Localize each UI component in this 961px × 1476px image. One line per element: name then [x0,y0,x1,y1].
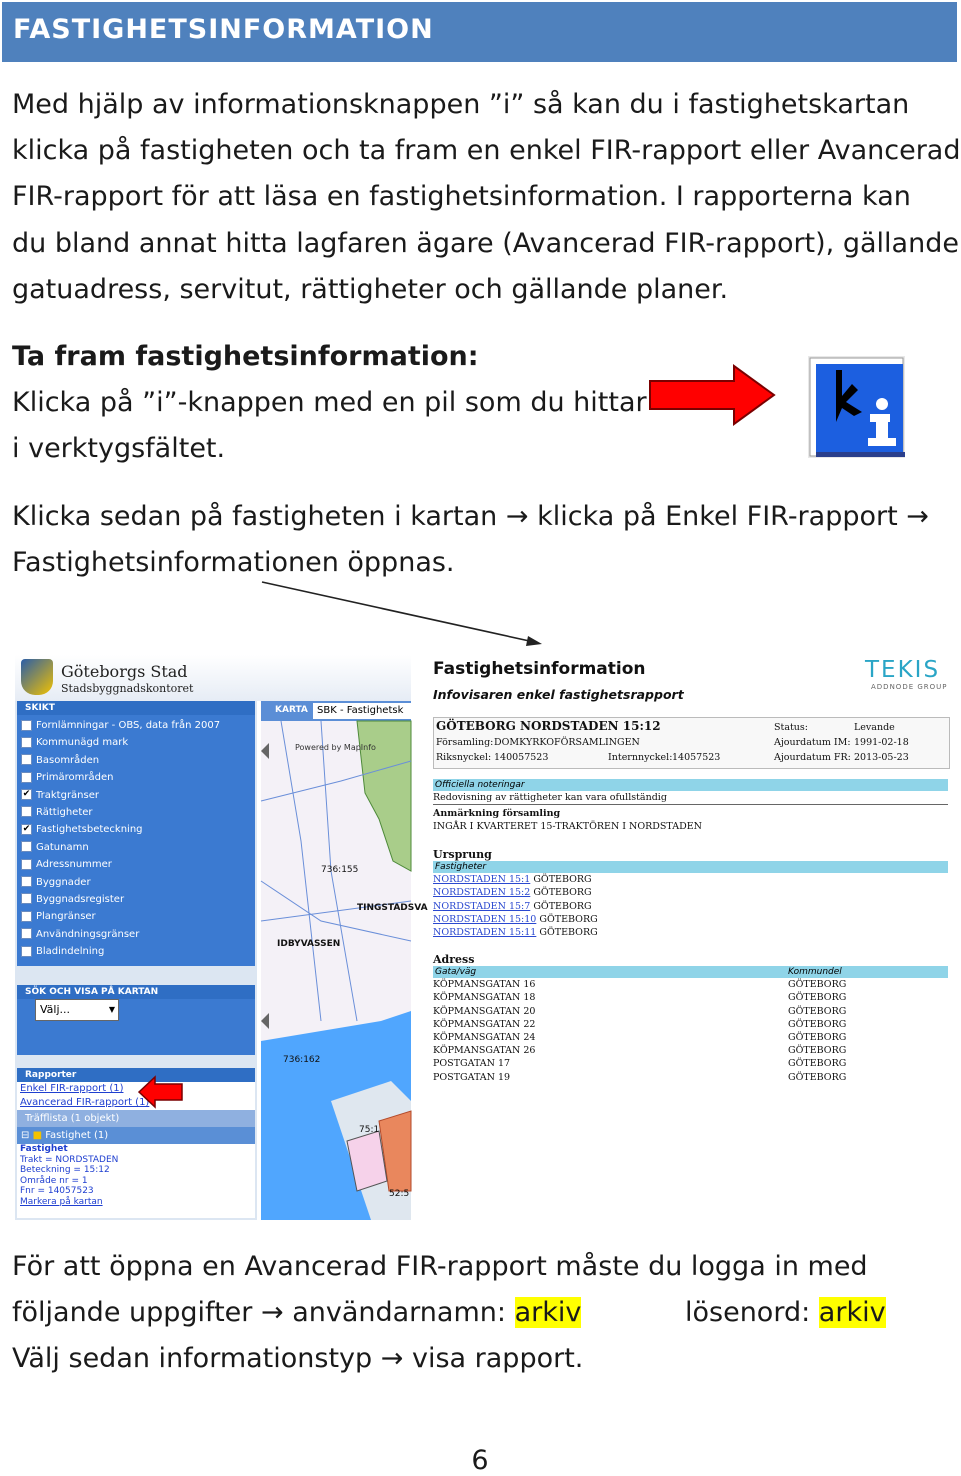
org-name: Göteborgs Stad [61,662,188,681]
checkbox[interactable] [21,946,32,957]
layer-item[interactable]: Fornlämningar - OBS, data från 2007 [17,717,255,734]
map-label: 52:5 [389,1189,410,1199]
ajour-im-value: 1991-02-18 [854,737,909,748]
origin-link[interactable]: NORDSTADEN 15:10 [433,913,537,925]
origin-link[interactable]: NORDSTADEN 15:2 [433,887,531,899]
ajour-im-label: Ajourdatum IM: [774,737,851,748]
map-label: IDBYVASSEN [277,939,341,949]
login-paragraph [12,1244,886,1383]
address-row: KÖPMANSGATAN 20 GÖTEBORG [433,1005,847,1017]
notes-section [433,779,948,834]
login-line: För att öppna en Avancerad FIR-rapport måste du logga in med [12,1251,868,1282]
layer-item[interactable]: Basområden [17,752,255,769]
layer-item[interactable]: Adressnummer [17,856,255,873]
folder-icon: ■ [32,1130,43,1141]
intro-line: FIR-rapport för att läsa en fastighetsinformation. I rapporterna kan [12,181,911,213]
arrow-right-icon: → [380,1343,404,1375]
riksnyckel-label: Riksnyckel: [436,752,492,763]
address-head: Gata/väg Kommundel [433,966,948,978]
checkbox[interactable] [21,859,32,870]
reports-title: Rapporter [17,1068,255,1082]
layer-item[interactable]: Rättigheter [17,804,255,821]
fastighet-node[interactable]: ⊟ ■ Fastighet (1) [17,1127,255,1144]
map-label: TINGSTADSVA [357,903,428,913]
address-row: POSTGATAN 17 GÖTEBORG [433,1058,847,1070]
notes-text: Redovisning av rättigheter kan vara ofullständig [433,791,948,805]
instructions-line: i verktygsfältet. [12,433,226,465]
checkbox[interactable] [21,911,32,922]
address-row: KÖPMANSGATAN 22 GÖTEBORG [433,1018,847,1030]
red-arrow-icon [648,364,778,426]
layer-item[interactable]: Byggnadsregister [17,891,255,908]
address-row: KÖPMANSGATAN 26 GÖTEBORG [433,1045,847,1057]
username-label: användarnamn: [292,1297,506,1329]
fir-report [431,655,951,1220]
map-label: 736:162 [283,1055,321,1065]
tekis-logo: TEKIS [865,657,941,683]
simple-fir-report-link[interactable]: Enkel FIR-rapport (1) [20,1083,124,1094]
map-label: 736:155 [321,865,359,875]
checkbox[interactable] [21,841,32,852]
origin-section: Ursprung Fastigheter NORDSTADEN 15:1 GÖTEBORG NORDSTADEN 15:2 GÖTEBORG NORDSTADEN 15:7 GÖTEBORG NORDSTADEN 15:10 GÖTEBORG NORDSTADEN 15:11 GÖTEBORG [433,848,948,939]
checkbox[interactable] [21,928,32,939]
origin-title: Ursprung [433,848,492,861]
anm-text: INGÅR I KVARTERET 15-TRAKTÖREN I NORDSTADEN [433,821,702,833]
layers-title: SKIKT [17,701,255,715]
layer-item[interactable]: Kommunägd mark [17,734,255,751]
login-prefix: följande uppgifter [12,1297,253,1329]
layer-item[interactable]: Primärområden [17,769,255,786]
checkbox[interactable] [21,806,32,817]
intro-line: klicka på fastigheten och ta fram en enkel FIR-rapport eller Avancerad [12,135,961,167]
arrow-right-icon: → [505,501,529,532]
checkbox[interactable] [21,737,32,748]
step-text: klicka på Enkel FIR-rapport [537,501,898,532]
username-value: arkiv [514,1297,582,1329]
hit-list-title: Träfflista (1 objekt) [17,1110,255,1127]
map-tabbar [261,701,411,721]
address-title: Adress [433,953,475,966]
logo-bar [15,655,411,701]
step-text: Fastighetsinformationen öppnas. [12,547,455,579]
ajour-fr-label: Ajourdatum FR: [774,752,851,763]
password-value: arkiv [818,1297,886,1329]
riksnyckel-value: 140057523 [494,752,549,763]
internnyckel-label: Internnyckel: [608,752,673,763]
map-label: 75:1 [359,1125,380,1135]
instructions-heading: Ta fram fastighetsinformation: [12,341,479,372]
anm-title: Anmärkning församling [433,808,561,820]
property-box [433,717,950,769]
checkbox[interactable]: ✔ [22,823,31,834]
step-paragraph [12,494,929,586]
detail-line: Fnr = 14057523 [20,1186,94,1196]
login-line: Välj sedan informationstyp [12,1343,373,1375]
password-label: lösenord: [685,1297,811,1329]
mark-on-map-link[interactable]: Markera på kartan [20,1196,103,1207]
address-row: KÖPMANSGATAN 16 GÖTEBORG [433,979,847,991]
fir-title: Fastighetsinformation [433,659,646,679]
layer-item[interactable]: ✔ Traktgränser [22,789,99,801]
instructions [12,334,647,473]
checkbox[interactable] [21,772,32,783]
forsamling-value: DOMKYRKOFÖRSAMLINGEN [494,737,640,748]
map-view[interactable] [261,721,428,1220]
status-label: Status: [774,722,809,733]
intro-line: gatuadress, servitut, rättigheter och gällande planer. [12,273,729,305]
forsamling-label: Församling: [436,737,494,748]
instructions-line: Klicka på ”i”-knappen med en pil som du hittar [12,387,647,419]
map-name-tab[interactable]: SBK - Fastighetsk [313,703,415,719]
checkbox[interactable] [21,754,32,765]
layer-item[interactable]: Plangränser [17,908,255,925]
notes-bar: Officiella noteringar [433,779,948,791]
internnyckel-value: 14057523 [672,752,721,763]
layers-panel [17,701,255,966]
detail-line: Område nr = 1 [20,1175,88,1186]
origin-head: Fastigheter [433,861,948,873]
checkbox[interactable]: ✔ [22,789,31,800]
login-line: visa rapport. [411,1343,584,1375]
address-row: KÖPMANSGATAN 18 GÖTEBORG [433,992,847,1004]
advanced-fir-report-link[interactable]: Avancerad FIR-rapport (1) [20,1097,150,1108]
detail-line: Fastighet [20,1144,68,1154]
search-select[interactable]: Välj... ▼ [35,999,119,1021]
detail-line: Beteckning = 15:12 [20,1165,110,1175]
step-text: Klicka sedan på fastigheten i kartan [12,501,498,532]
layer-item[interactable]: Bladindelning [17,943,255,960]
tekis-logo-sub: ADDNODE GROUP [871,683,948,691]
small-red-arrow-icon [137,1075,185,1109]
layer-item[interactable]: ✔ Fastighetsbeteckning [22,823,143,836]
ajour-fr-value: 2013-05-23 [854,752,909,763]
section-header [2,2,957,62]
page-number: 6 [471,1445,489,1476]
powered-by-text: Powered by MapInfo [295,743,376,752]
status-value: Levande [854,722,895,733]
section-header-title: FASTIGHETSINFORMATION [13,14,434,45]
checkbox[interactable] [21,876,32,887]
origin-link[interactable]: NORDSTADEN 15:11 [433,926,537,938]
layer-item[interactable]: Användningsgränser [17,926,255,943]
reports-panel [17,1068,255,1218]
origin-link[interactable]: NORDSTADEN 15:1 [433,874,531,886]
checkbox[interactable] [21,720,32,731]
search-title: SÖK OCH VISA PÅ KARTAN [17,985,255,999]
checkbox[interactable] [21,893,32,904]
layer-item[interactable]: Gatunamn [17,839,255,856]
layer-item[interactable]: Byggnader [17,874,255,891]
intro-line: Med hjälp av informationsknappen ”i” så kan du i fastighetskartan [12,89,910,120]
property-name: GÖTEBORG NORDSTADEN 15:12 [436,719,661,733]
arrow-right-icon: → [260,1297,284,1329]
fir-subtitle: Infovisaren enkel fastighetsrapport [433,687,684,702]
fir-screenshot [15,655,951,1220]
city-crest-icon [21,659,53,695]
dept-name: Stadsbyggnadskontoret [61,682,194,695]
detail-line: Trakt = NORDSTADEN [20,1154,119,1165]
map-tab-label: KARTA [275,705,308,715]
intro-line: du bland annat hitta lagfaren ägare (Avancerad FIR-rapport), gällande [12,227,959,259]
arrow-right-icon: → [906,501,929,532]
info-tool-button-icon [808,356,905,458]
address-row: POSTGATAN 19 GÖTEBORG [433,1071,847,1083]
callout-arrow-icon [258,578,548,650]
intro-paragraph [12,82,961,313]
origin-link[interactable]: NORDSTADEN 15:7 [433,900,531,912]
address-section [433,953,948,1084]
address-row: KÖPMANSGATAN 24 GÖTEBORG [433,1031,847,1043]
